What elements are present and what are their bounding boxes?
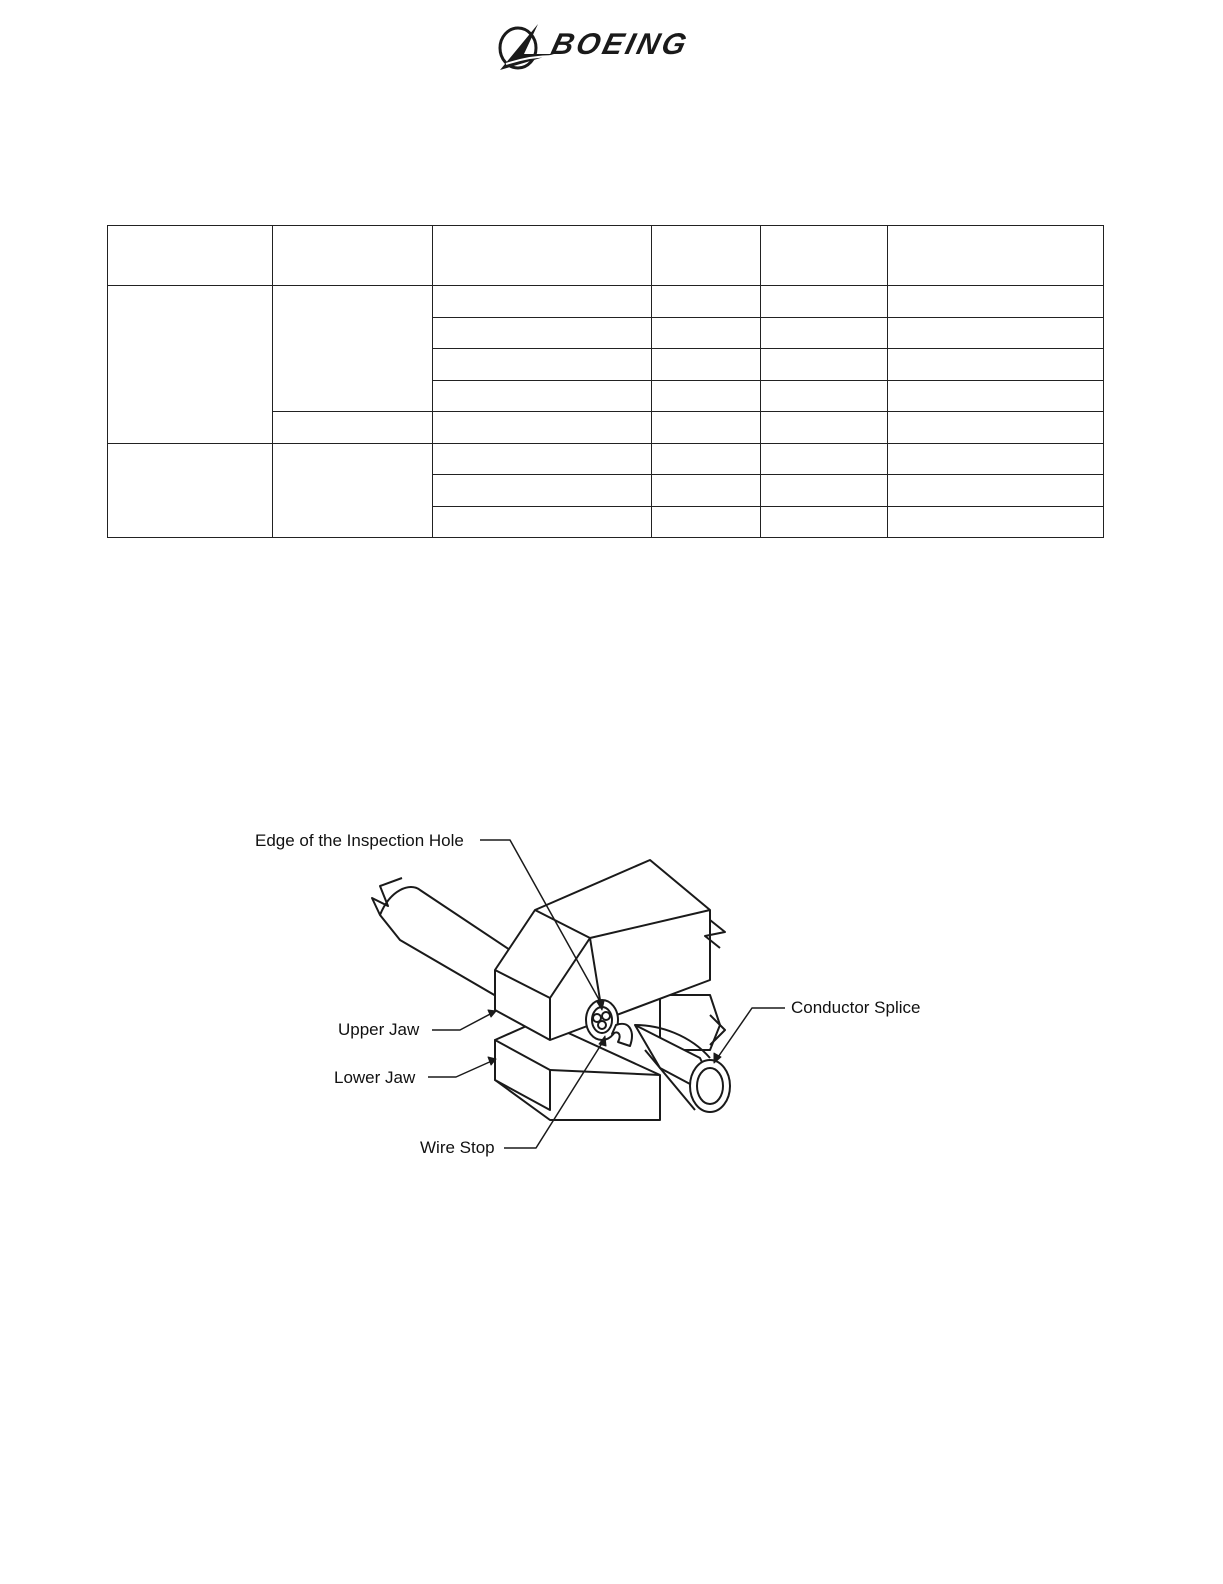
table-cell xyxy=(761,380,888,412)
table-cell xyxy=(108,286,273,444)
table-row xyxy=(108,286,1104,318)
table-cell xyxy=(761,443,888,475)
table-header-cell xyxy=(273,226,433,286)
table-header-cell xyxy=(761,226,888,286)
table-cell xyxy=(273,412,433,444)
table-cell xyxy=(888,349,1104,381)
table-cell xyxy=(761,349,888,381)
table-cell xyxy=(652,286,761,318)
table-cell xyxy=(652,317,761,349)
table-cell xyxy=(433,286,652,318)
table-cell xyxy=(652,412,761,444)
table-header-row xyxy=(108,226,1104,286)
table-cell xyxy=(888,475,1104,507)
callout-conductor-splice: Conductor Splice xyxy=(791,998,921,1017)
table-header-cell xyxy=(108,226,273,286)
boeing-globe-icon xyxy=(496,20,556,76)
table-cell xyxy=(652,506,761,538)
table-cell xyxy=(433,475,652,507)
table-cell xyxy=(433,380,652,412)
table-cell xyxy=(761,317,888,349)
callout-lower-jaw: Lower Jaw xyxy=(334,1068,416,1087)
table-cell xyxy=(761,475,888,507)
table-cell xyxy=(652,475,761,507)
table-cell xyxy=(888,317,1104,349)
callout-upper-jaw: Upper Jaw xyxy=(338,1020,420,1039)
boeing-logo xyxy=(496,20,728,76)
table-cell xyxy=(888,412,1104,444)
table-cell xyxy=(888,380,1104,412)
table-cell xyxy=(433,349,652,381)
callout-edge-of-inspection-hole: Edge of the Inspection Hole xyxy=(255,831,464,850)
table-cell xyxy=(433,443,652,475)
table-cell xyxy=(888,506,1104,538)
table-cell xyxy=(433,506,652,538)
crimp-tool-figure xyxy=(240,820,960,1180)
table-header-cell xyxy=(652,226,761,286)
table-cell xyxy=(433,317,652,349)
table-cell xyxy=(652,349,761,381)
table-cell xyxy=(273,443,433,538)
callout-wire-stop: Wire Stop xyxy=(420,1138,495,1157)
table-cell xyxy=(761,286,888,318)
table-row xyxy=(108,443,1104,475)
table-header-cell xyxy=(888,226,1104,286)
table-cell xyxy=(108,443,273,538)
table-cell xyxy=(761,506,888,538)
table-header-cell xyxy=(433,226,652,286)
logo-wordmark: BOEING xyxy=(548,28,693,61)
table-cell xyxy=(273,286,433,412)
table-cell xyxy=(433,412,652,444)
table-cell xyxy=(761,412,888,444)
table-cell xyxy=(652,443,761,475)
table-cell xyxy=(888,443,1104,475)
table-cell xyxy=(652,380,761,412)
specification-table xyxy=(107,225,1104,538)
table-cell xyxy=(888,286,1104,318)
